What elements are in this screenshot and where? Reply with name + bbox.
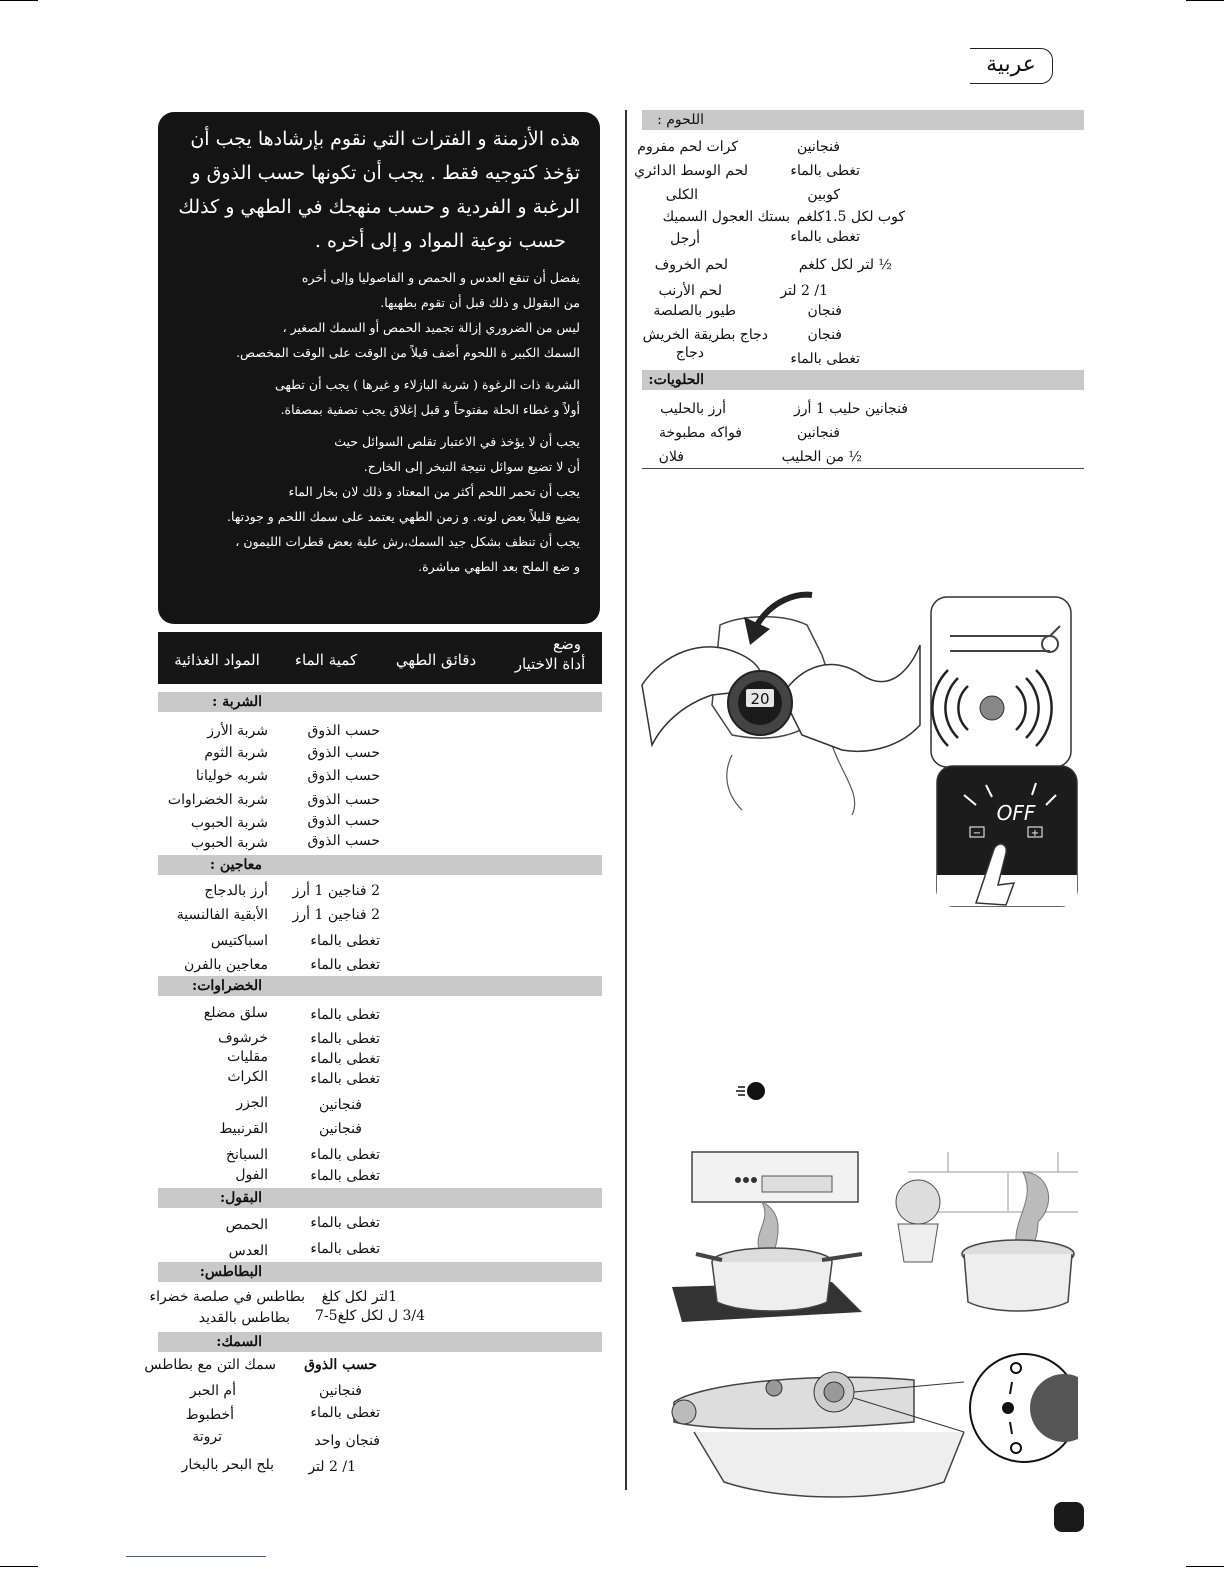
section-soup: الشربة : — [158, 692, 602, 712]
food-cell: أم الحبر — [189, 1383, 236, 1399]
hob-minus: − — [972, 828, 982, 839]
intro-line: تؤخذ كتوجيه فقط . يجب أن تكونها حسب الذوق و — [191, 162, 580, 184]
food-cell: أخطبوط — [185, 1407, 234, 1423]
hob-display: OFF — [996, 801, 1036, 825]
qty-cell: فنجانين — [319, 1097, 362, 1113]
qty-cell: حسب الذوق — [307, 768, 380, 784]
crop-mark — [0, 0, 38, 1]
qty-cell: تغطى بالماء — [310, 1071, 380, 1087]
qty-cell: 1/ 2 لتر — [308, 1459, 356, 1475]
qty-cell: فنجان — [807, 303, 842, 319]
qty-cell: تغطى بالماء — [310, 957, 380, 973]
food-cell: السبانخ — [225, 1147, 268, 1163]
note-line: يجب أن تحمر اللحم أكثر من المعتاد و ذلك لان بخار الماء — [288, 484, 580, 499]
food-cell: أرجل — [670, 231, 700, 247]
food-cell: بطاطس في صلصة خضراء — [149, 1289, 305, 1305]
qty-cell: تغطى بالماء — [310, 1168, 380, 1184]
note-line: يجب أن تنظف بشكل جيد السمك،رش علية بعض قطرات الليمون ، — [235, 534, 580, 549]
qty-cell: فنجان — [807, 327, 842, 343]
qty-cell: كوب لكل 1.5كلغم — [796, 209, 905, 225]
note-line: أولاً و غطاء الحلة مفتوحاً و قبل إغلاق يجب تصفية بمصفاة. — [280, 402, 580, 417]
hob-off-illustration — [936, 765, 1078, 907]
qty-cell: فنجانين — [319, 1383, 362, 1399]
crop-mark — [1186, 1566, 1224, 1567]
qty-cell: تغطى بالماء — [310, 1147, 380, 1163]
food-cell: سلق مضلع — [203, 1005, 268, 1021]
qty-cell: فنجانين حليب 1 أرز — [794, 401, 908, 417]
food-cell: لحم الأرنب — [658, 283, 722, 299]
header-minutes: دقائق الطهي — [395, 651, 477, 669]
food-cell: تروتة — [192, 1429, 222, 1445]
food-cell: مقليات — [227, 1049, 268, 1065]
crop-mark — [1186, 0, 1224, 1]
food-cell: أرز بالحليب — [660, 401, 726, 417]
header-food: المواد الغذائية — [174, 651, 260, 669]
note-line: أن لا تضيع سوائل نتيجة التبخر إلى الخارج. — [363, 459, 580, 474]
section-meat: اللحوم : — [642, 110, 1084, 130]
qty-cell: تغطى بالماء — [310, 1241, 380, 1257]
intro-line: الرغبة و الفردية و حسب منهجك في الطهي و كذلك — [178, 196, 580, 218]
qty-cell: حسب الذوق — [304, 1357, 377, 1373]
note-line: السمك الكبير ة اللحوم أضف قيلاً من الوقت على الوقت المخصص. — [236, 345, 580, 360]
food-cell: شربة الخضراوات — [167, 792, 268, 808]
note-line: يفضل أن تنقع العدس و الحمص و الفاصوليا وإلى أخره — [301, 270, 580, 285]
qty-cell: 1/ 2 لتر — [780, 283, 828, 299]
qty-cell: تغطى بالماء — [790, 229, 860, 245]
qty-cell: 2 فناجين 1 أرز — [292, 907, 380, 923]
food-cell: القرنبيط — [219, 1121, 268, 1137]
pot-steam-illustration — [888, 1142, 1080, 1322]
food-cell: الجزر — [236, 1095, 268, 1111]
food-cell: كرات لحم مفروم — [637, 139, 738, 155]
qty-cell: 2 فناجين 1 أرز — [292, 883, 380, 899]
column-divider — [625, 110, 627, 1490]
food-cell: اسباكتيس — [210, 933, 268, 949]
timer-knob — [980, 696, 1004, 720]
qty-cell: حسب الذوق — [307, 833, 380, 849]
timer-hands-illustration — [632, 585, 922, 820]
qty-cell: حسب الذوق — [307, 723, 380, 739]
food-cell: لحم الوسط الدائري — [634, 163, 748, 179]
section-potatoes: البطاطس: — [158, 1262, 602, 1282]
section-pasta: معاجين : — [158, 855, 602, 875]
alarm-sound-illustration — [930, 596, 1072, 768]
qty-cell: تغطى بالماء — [310, 1215, 380, 1231]
food-cell: الفول — [235, 1167, 268, 1183]
section-desserts: الحلويات: — [642, 370, 1084, 390]
qty-cell: تغطى بالماء — [310, 933, 380, 949]
food-cell: دجاج بطريقة الخريش — [642, 327, 768, 343]
page-number-badge — [1054, 1502, 1084, 1532]
qty-cell: ½ لتر لكل كلغم — [798, 257, 892, 273]
qty-cell: فنجانين — [797, 425, 840, 441]
food-cell: الكراث — [227, 1069, 268, 1085]
language-tab: عربية — [970, 48, 1053, 84]
food-cell: خرشوف — [218, 1030, 268, 1046]
section-fish: السمك: — [158, 1332, 602, 1352]
qty-cell: 1لتر لكل كلغ — [321, 1289, 397, 1305]
note-line: من البقولل و ذلك قبل أن تقوم بطهيها. — [380, 295, 580, 310]
steam-indicator-icon — [736, 1080, 766, 1102]
food-cell: شربة الثوم — [204, 745, 268, 761]
qty-cell: تغطى بالماء — [310, 1405, 380, 1421]
food-cell: بستك العجول السميك — [662, 209, 790, 225]
food-cell: سمك التن مع بطاطس — [144, 1357, 276, 1373]
header-water: كمية الماء — [294, 651, 358, 669]
food-cell: لحم الخروف — [654, 257, 728, 273]
note-line: الشربة ذات الرغوة ( شربة البازلاء و غيرها ) يجب أن تطهى — [275, 377, 580, 392]
note-line: و ضع الملح بعد الطهي مباشرة. — [418, 559, 580, 574]
food-cell: شربه خوليانا — [195, 768, 268, 784]
food-cell: معاجين بالفرن — [183, 957, 268, 973]
qty-cell: تغطى بالماء — [310, 1051, 380, 1067]
header-selector-line: أداة الاختيار — [514, 655, 586, 673]
intro-line: حسب نوعية المواد و إلى أخره . — [314, 230, 566, 252]
food-cell: شربة الحبوب — [190, 815, 268, 831]
food-cell: الحمص — [225, 1217, 268, 1233]
qty-cell: حسب الذوق — [307, 792, 380, 808]
note-line: يضيع قليلاً بعض لونه. و زمن الطهي يعتمد على سمك اللحم و جودتها. — [227, 509, 580, 524]
header-selector-line: وضع — [553, 635, 581, 653]
qty-cell: كوبين — [807, 187, 840, 203]
intro-line: هذه الأزمنة و الفترات التي نقوم بإرشادها يجب أن — [190, 128, 580, 150]
food-cell: طيور بالصلصة — [653, 303, 736, 319]
qty-cell: تغطى بالماء — [310, 1031, 380, 1047]
qty-cell: فنجانين — [797, 139, 840, 155]
food-cell: بلح البحر بالبخار — [181, 1457, 274, 1473]
footer-line — [126, 1556, 266, 1557]
crop-mark — [0, 1566, 38, 1567]
food-cell: الأبقية الفالنسية — [176, 907, 268, 923]
header-selector — [498, 634, 602, 674]
note-line: يجب أن لا يؤخذ في الاعتبار تقلص السوائل حيث — [334, 434, 580, 449]
table-header — [158, 632, 602, 684]
qty-cell: تغطى بالماء — [310, 1007, 380, 1023]
lid-valve-illustration — [664, 1342, 1078, 1504]
qty-cell: تغطى بالماء — [790, 163, 860, 179]
cooking-notes-box — [158, 112, 600, 624]
food-cell: العدس — [228, 1243, 268, 1259]
food-cell: فواكه مطبوخة — [658, 425, 742, 441]
qty-cell: فنجانين — [319, 1121, 362, 1137]
food-cell: أرز بالدجاج — [204, 883, 268, 899]
food-cell: دجاج — [675, 345, 704, 361]
hob-plus: + — [1030, 828, 1040, 839]
section-vegetables: الخضراوات: — [158, 976, 602, 996]
qty-cell: ½ من الحليب — [781, 449, 862, 465]
pot-under-hood-illustration — [662, 1142, 870, 1337]
qty-cell: فنجان واحد — [314, 1433, 380, 1449]
note-line: ليس من الضروري إزالة تجميد الحمص أو السمك الصغير ، — [282, 320, 580, 335]
food-cell: فلان — [658, 449, 684, 465]
timer-value: 20 — [750, 690, 770, 708]
qty-cell: حسب الذوق — [307, 745, 380, 761]
qty-cell: تغطى بالماء — [790, 351, 860, 367]
food-cell: شربة الحبوب — [190, 835, 268, 851]
food-cell: الكلى — [665, 187, 698, 203]
qty-cell: 3/4 ل لكل كلغ5-7 — [315, 1308, 425, 1324]
food-cell: بطاطس بالقديد — [198, 1310, 290, 1326]
food-cell: شربة الأرز — [207, 723, 268, 739]
qty-cell: حسب الذوق — [307, 813, 380, 829]
section-legumes: البقول: — [158, 1188, 602, 1208]
